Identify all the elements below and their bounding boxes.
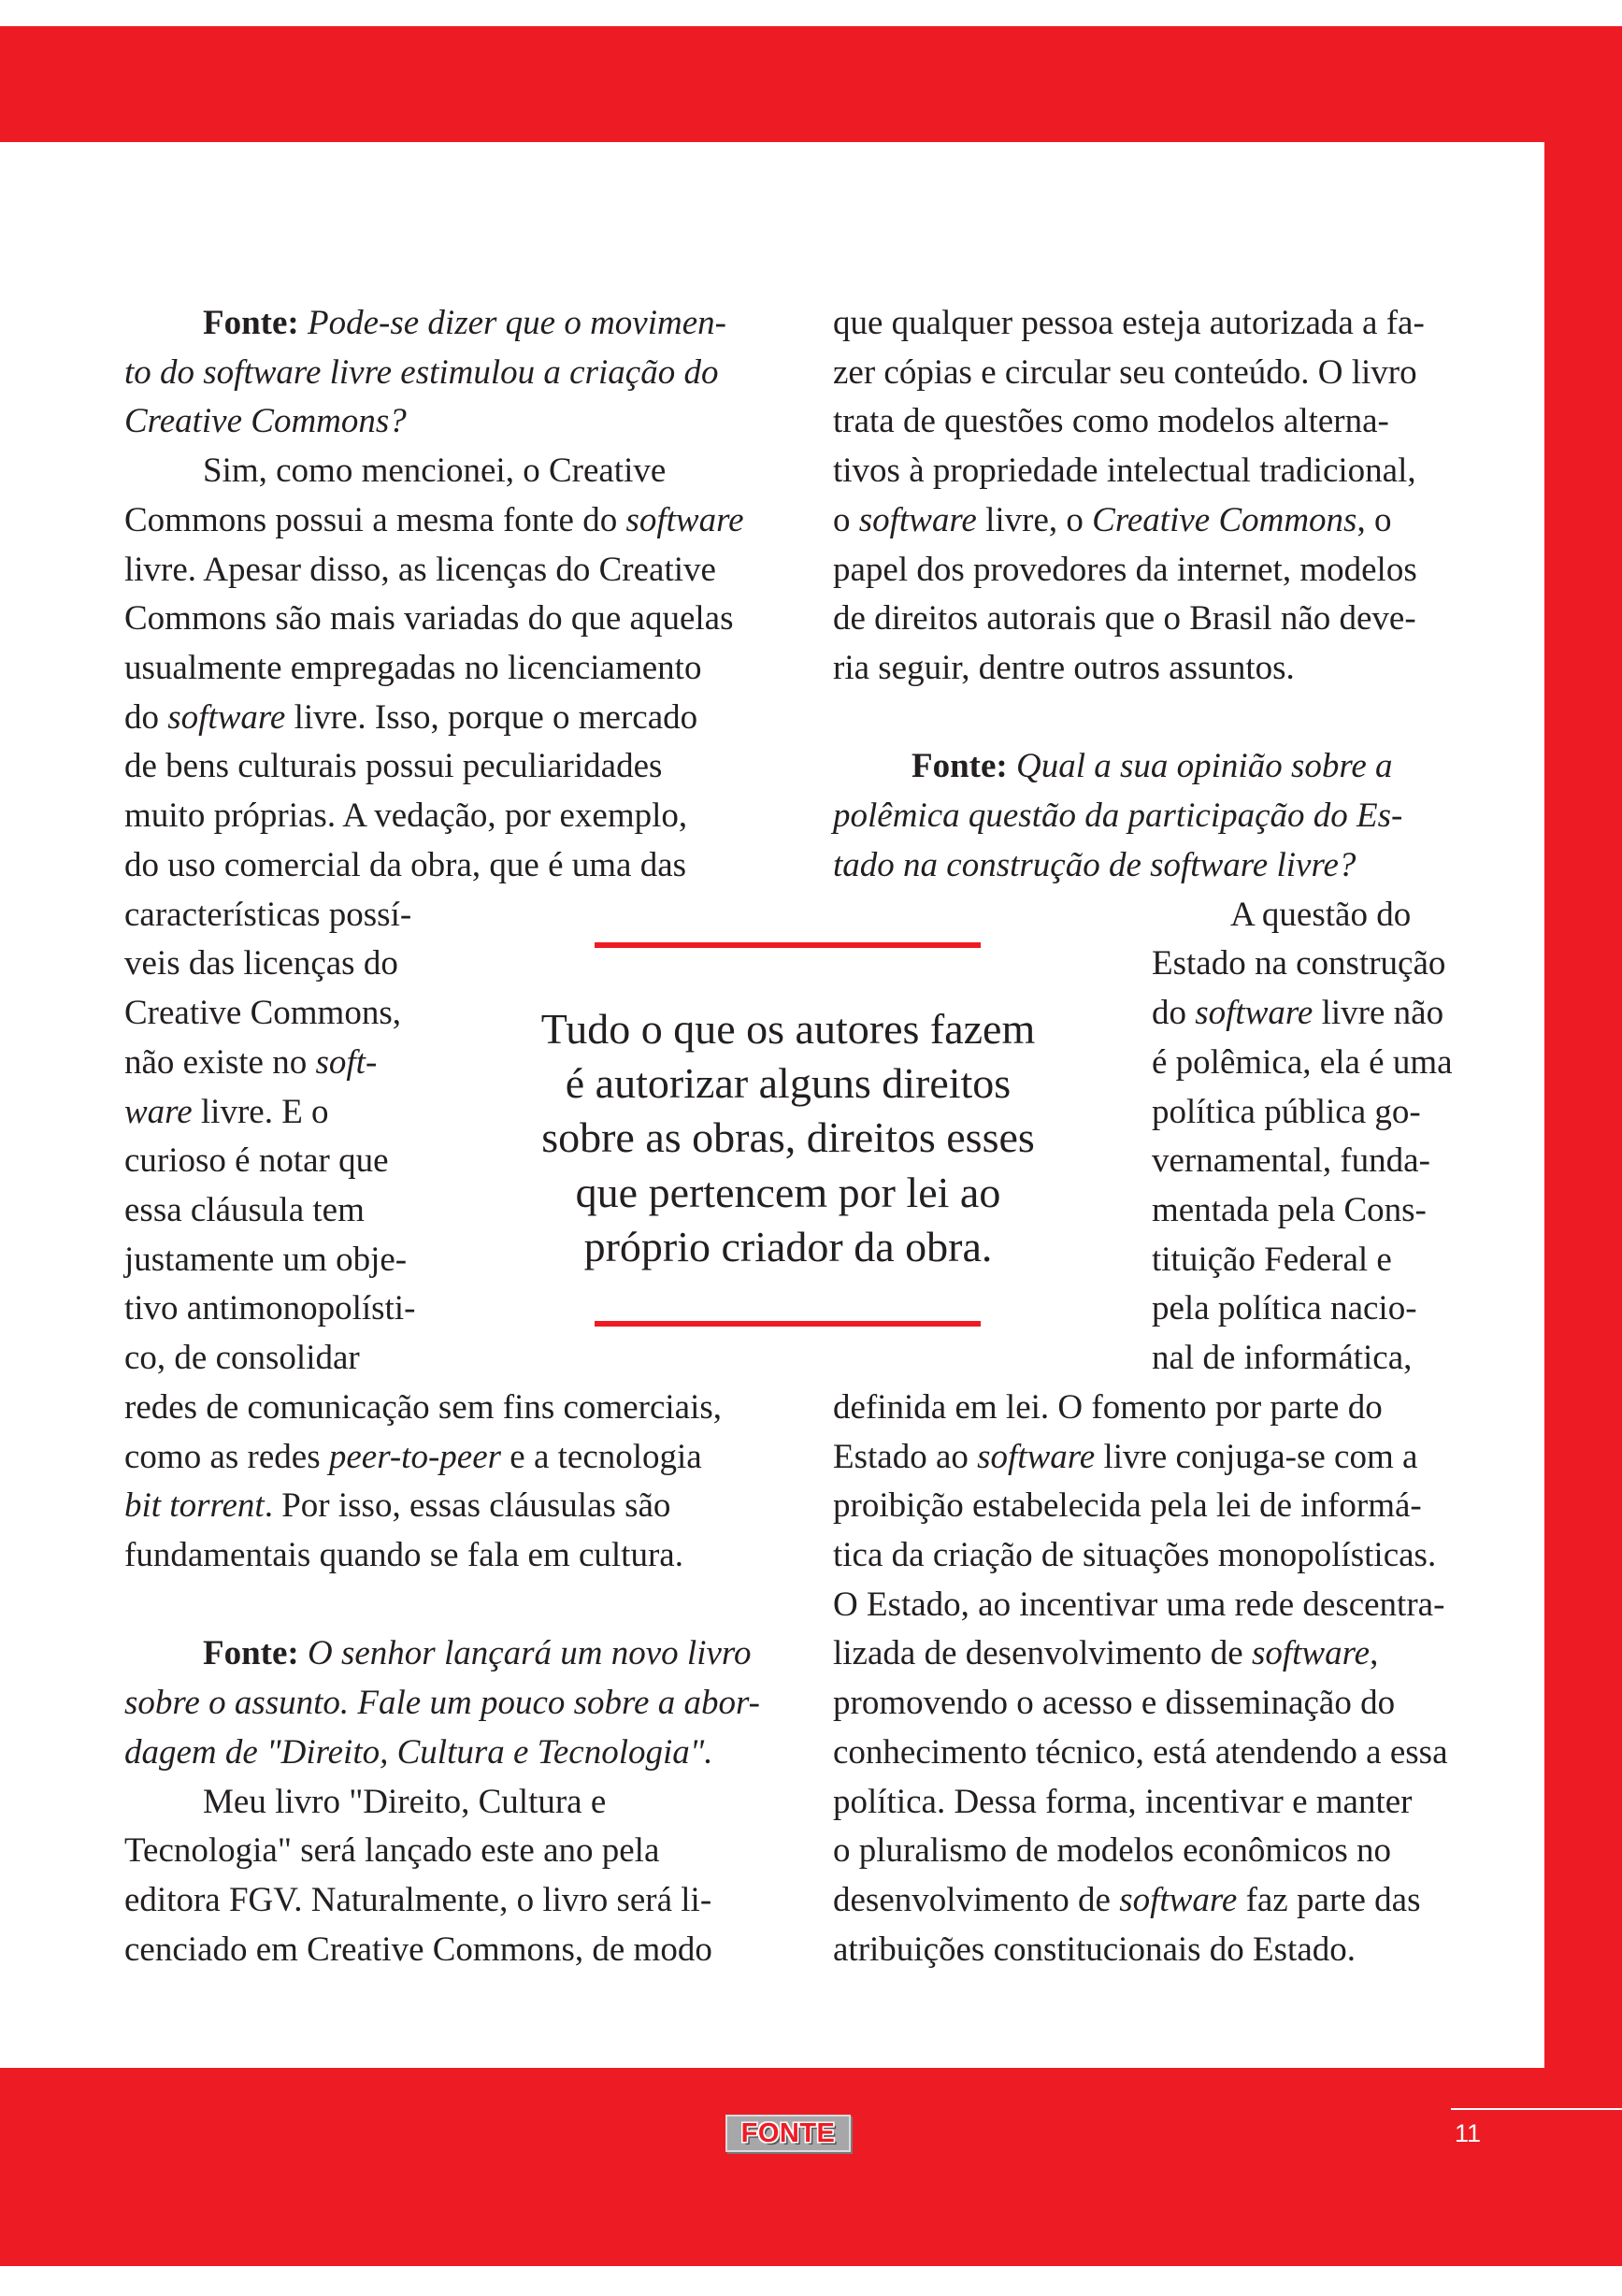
text-line bbox=[124, 349, 741, 398]
logo-wordmark: FONTE bbox=[740, 2117, 836, 2148]
text-run: livre, o bbox=[976, 500, 1093, 539]
italic-text: software bbox=[858, 500, 977, 539]
text-line: essa cláusula tem bbox=[124, 1190, 365, 1229]
italic-text: software bbox=[1251, 1634, 1371, 1673]
text-run: livre não bbox=[1313, 994, 1444, 1033]
question-label: Fonte: bbox=[203, 1634, 299, 1673]
text-line: de direitos autorais que o Brasil não deve- bbox=[833, 599, 1416, 639]
text-line: curioso é notar que bbox=[124, 1141, 389, 1181]
text-run: não existe no bbox=[124, 1042, 316, 1082]
text-line: Sim, como mencionei, o Creative bbox=[203, 452, 667, 491]
red-frame-right bbox=[1544, 26, 1622, 2266]
footer-rule bbox=[1451, 2108, 1622, 2110]
text-run: faz parte das bbox=[1237, 1881, 1421, 1919]
italic-text: Creative Commons? bbox=[124, 402, 407, 441]
question-label: Fonte: bbox=[911, 747, 1008, 786]
italic-text: bit torrent bbox=[124, 1486, 265, 1526]
text-line: Tecnologia" será lançado este ano pela bbox=[124, 1831, 660, 1871]
pull-quote-line: é autorizar alguns direitos bbox=[565, 1059, 1012, 1108]
text-line: veis das licenças do bbox=[124, 944, 398, 983]
text-run: e a tecnologia bbox=[501, 1437, 702, 1476]
text-line bbox=[124, 397, 741, 447]
italic-text: Pode-se dizer que o movimen- bbox=[298, 304, 726, 342]
text-line: promovendo o acesso e disseminação do bbox=[833, 1684, 1396, 1723]
page-number: 11 bbox=[1455, 2119, 1482, 2147]
text-line bbox=[833, 742, 1543, 792]
text-run: lizada de desenvolvimento de bbox=[833, 1634, 1252, 1673]
text-line bbox=[833, 1876, 1543, 1926]
italic-text: ware bbox=[124, 1092, 193, 1131]
text-line: editora FGV. Naturalmente, o livro será li- bbox=[124, 1881, 712, 1919]
text-line: Creative Commons, bbox=[124, 994, 401, 1033]
text-line bbox=[124, 1729, 741, 1778]
text-run: Commons possui a mesma fonte do bbox=[124, 500, 626, 539]
text-line: fundamentais quando se fala em cultura. bbox=[124, 1535, 683, 1574]
text-line: redes de comunicação sem fins comerciais, bbox=[124, 1387, 723, 1427]
pull-quote-line: que pertencem por lei ao bbox=[575, 1168, 1001, 1216]
pull-quote-line: sobre as obras, direitos esses bbox=[541, 1113, 1035, 1162]
italic-text: peer-to-peer bbox=[328, 1437, 502, 1476]
text-line bbox=[833, 841, 1543, 891]
red-frame-top bbox=[0, 26, 1622, 142]
text-line: trata de questões como modelos alterna- bbox=[833, 402, 1389, 441]
pull-quote-line: Tudo o que os autores fazem bbox=[540, 1005, 1036, 1053]
text-line: Estado na construção bbox=[1152, 944, 1446, 983]
text-line: usualmente empregadas no licenciamento bbox=[124, 649, 702, 688]
red-frame-bottom bbox=[0, 2068, 1622, 2266]
text-line: política pública go- bbox=[1152, 1092, 1421, 1131]
text-line: política. Dessa forma, incentivar e manter bbox=[833, 1782, 1413, 1821]
pull-quote-rule-bottom bbox=[595, 1321, 981, 1327]
text-line: o pluralismo de modelos econômicos no bbox=[833, 1831, 1392, 1871]
italic-text: polêmica questão da participação do Es- bbox=[833, 796, 1403, 836]
italic-text: sobre o assunto. Fale um pouco sobre a abor- bbox=[124, 1684, 760, 1723]
text-line: nal de informática, bbox=[1152, 1339, 1413, 1378]
italic-text: software bbox=[977, 1437, 1096, 1476]
text-line: co, de consolidar bbox=[124, 1339, 360, 1378]
text-run: do bbox=[1152, 994, 1196, 1033]
text-run: livre conjuga-se com a bbox=[1095, 1437, 1418, 1476]
interview-question bbox=[124, 299, 741, 447]
text-line: é polêmica, ela é uma bbox=[1152, 1042, 1453, 1082]
text-run: desenvolvimento de bbox=[833, 1881, 1120, 1919]
italic-text: software bbox=[1195, 994, 1313, 1033]
text-line: que qualquer pessoa esteja autorizada a fa- bbox=[833, 304, 1425, 342]
text-line bbox=[833, 1433, 1543, 1483]
text-line bbox=[124, 299, 741, 349]
text-line: características possí- bbox=[124, 895, 412, 934]
text-run: . Por isso, essas cláusulas são bbox=[264, 1486, 671, 1526]
text-line: atribuições constitucionais do Estado. bbox=[833, 1930, 1356, 1969]
text-line: pela política nacio- bbox=[1152, 1289, 1417, 1328]
pull-quote-rule-top bbox=[595, 942, 981, 948]
text-line: mentada pela Cons- bbox=[1152, 1190, 1427, 1229]
text-line: de bens culturais possui peculiaridades bbox=[124, 747, 663, 786]
text-line: tica da criação de situações monopolísticas. bbox=[833, 1535, 1437, 1574]
text-line: tituição Federal e bbox=[1152, 1240, 1392, 1279]
text-line bbox=[833, 496, 1543, 546]
text-run: livre. E o bbox=[192, 1092, 329, 1131]
text-line: ria seguir, dentre outros assuntos. bbox=[833, 649, 1295, 688]
text-run: como as redes bbox=[124, 1437, 329, 1476]
text-line: muito próprias. A vedação, por exemplo, bbox=[124, 796, 688, 836]
text-line: O Estado, ao incentivar uma rede descentra- bbox=[833, 1585, 1445, 1624]
text-line: do uso comercial da obra, que é uma das bbox=[124, 845, 687, 884]
text-line: justamente um obje- bbox=[124, 1240, 408, 1279]
text-run: o bbox=[833, 500, 859, 539]
text-run: , o bbox=[1356, 500, 1392, 539]
magazine-logo bbox=[725, 2115, 851, 2152]
text-line bbox=[124, 1629, 752, 1679]
text-line: papel dos provedores da internet, modelos bbox=[833, 550, 1417, 589]
italic-text: to do software livre estimulou a criação do bbox=[124, 352, 719, 392]
text-line: tivo antimonopolísti- bbox=[124, 1289, 416, 1328]
text-line: cenciado em Creative Commons, de modo bbox=[124, 1930, 712, 1969]
text-line: Commons são mais variadas do que aquelas bbox=[124, 599, 734, 639]
italic-text: Creative Commons bbox=[1092, 500, 1357, 539]
text-line bbox=[124, 1679, 760, 1729]
italic-text: soft- bbox=[315, 1042, 378, 1082]
text-line: Meu livro "Direito, Cultura e bbox=[203, 1782, 607, 1821]
italic-text: software bbox=[1119, 1881, 1238, 1919]
text-run: , bbox=[1370, 1634, 1379, 1673]
text-line bbox=[124, 1433, 741, 1483]
text-line: livre. Apesar disso, as licenças do Creative bbox=[124, 550, 716, 589]
text-line bbox=[124, 1482, 741, 1531]
pull-quote bbox=[524, 1002, 1053, 1274]
paragraph bbox=[833, 299, 1543, 694]
text-line: conhecimento técnico, está atendendo a essa bbox=[833, 1732, 1448, 1772]
question-label: Fonte: bbox=[203, 304, 299, 342]
italic-text: Qual a sua opinião sobre a bbox=[1007, 747, 1393, 786]
italic-text: dagem de "Direito, Cultura e Tecnologia". bbox=[124, 1732, 713, 1772]
text-line: definida em lei. O fomento por parte do bbox=[833, 1387, 1383, 1427]
text-line: A questão do bbox=[1230, 895, 1412, 934]
text-run: Estado ao bbox=[833, 1437, 978, 1476]
text-line: vernamental, funda- bbox=[1152, 1141, 1430, 1181]
text-line bbox=[833, 792, 1543, 841]
italic-text: tado na construção de software livre? bbox=[833, 845, 1356, 884]
interview-question bbox=[833, 742, 1543, 890]
italic-text: software bbox=[167, 697, 286, 737]
text-line: proibição estabelecida pela lei de informá- bbox=[833, 1486, 1422, 1526]
italic-text: software bbox=[625, 500, 744, 539]
text-line bbox=[124, 496, 744, 546]
text-line bbox=[833, 1629, 1543, 1679]
pull-quote-line: próprio criador da obra. bbox=[583, 1222, 993, 1270]
text-line: tivos à propriedade intelectual tradicional, bbox=[833, 452, 1416, 491]
interview-question bbox=[124, 1629, 760, 1777]
text-run: do bbox=[124, 697, 168, 737]
text-run: livre. Isso, porque o mercado bbox=[285, 697, 698, 737]
paragraph bbox=[124, 1778, 741, 1975]
text-line bbox=[124, 694, 741, 743]
text-line: zer cópias e circular seu conteúdo. O livro bbox=[833, 352, 1417, 392]
italic-text: O senhor lançará um novo livro bbox=[298, 1634, 752, 1673]
